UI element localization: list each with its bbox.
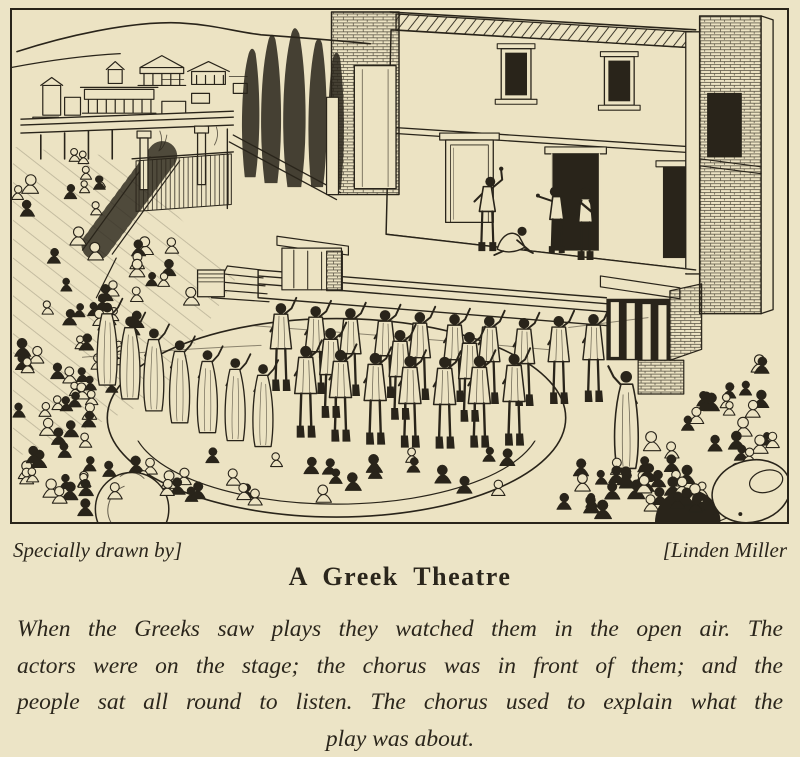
paragraph-line: actors were on the stage; the chorus was in front of them; and the: [17, 648, 783, 685]
illustration-plate: [10, 8, 789, 524]
altar-block: [198, 270, 225, 297]
credit-line: [13, 538, 787, 562]
greek-theatre-illustration: [12, 10, 787, 522]
paragraph-line: people sat all round to listen. The chorus used to explain what the: [17, 684, 783, 721]
brick-tower: [327, 12, 399, 195]
credit-artist-name: [Linden Miller: [663, 538, 787, 562]
caption-paragraph: [17, 611, 783, 757]
plate-title: A Greek Theatre: [0, 561, 800, 593]
stage-left-wing: [277, 236, 348, 291]
brick-pier: [700, 16, 773, 314]
paragraph-line: play was about.: [17, 721, 783, 757]
window: [495, 44, 537, 105]
corner-pilaster: [686, 32, 700, 274]
paragraph-line: When the Greeks saw plays they watched them in the open air. The: [17, 611, 783, 648]
credit-artist-note: Specially drawn by]: [13, 538, 182, 562]
window: [598, 52, 640, 111]
